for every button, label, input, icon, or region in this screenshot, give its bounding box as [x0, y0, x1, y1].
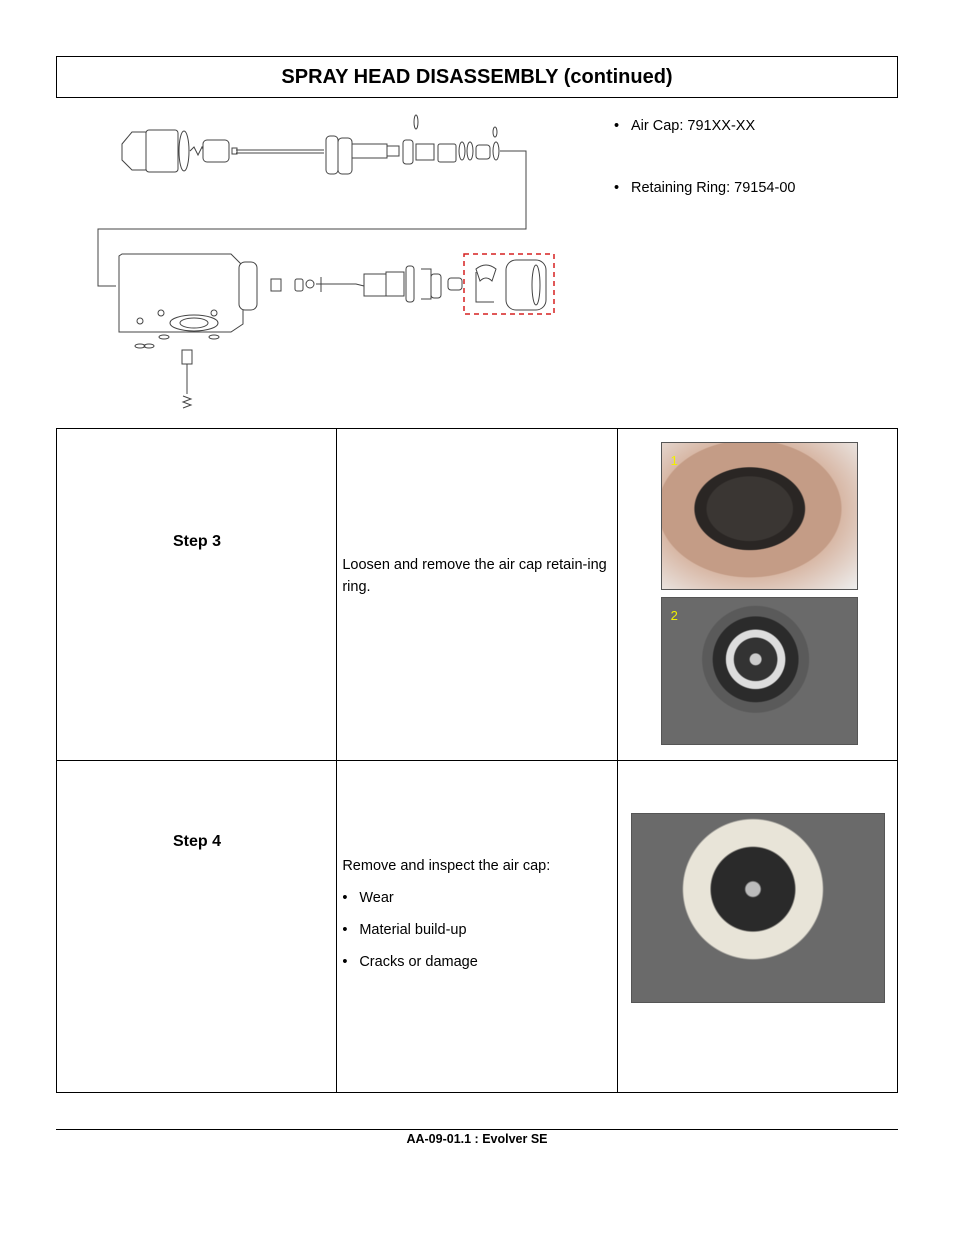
inspection-checklist: [342, 887, 610, 973]
photo-loosen-ring: [661, 442, 858, 590]
step-4-intro: Remove and inspect the air cap:: [342, 858, 551, 874]
check-item: • Cracks or damage: [342, 951, 610, 973]
check-item: • Wear: [342, 887, 610, 909]
photo-air-cap-removed: [631, 813, 885, 1003]
step-description-cell: [337, 429, 617, 761]
step-3-label: Step 3: [172, 533, 221, 550]
step-3-description: Loosen and remove the air cap retain-ing ring.: [342, 557, 607, 595]
step-label-cell: [57, 429, 337, 761]
part-label: Air Cap: 791XX-XX: [631, 118, 756, 134]
footer-doc-id: AA-09-01.1 : Evolver SE: [406, 1132, 548, 1146]
part-item-air-cap: [614, 118, 755, 134]
exploded-parts-diagram: [56, 104, 586, 414]
steps-table: [56, 428, 898, 1093]
highlighted-air-cap-and-ring: [464, 254, 554, 314]
step-4-label: Step 4: [172, 833, 221, 850]
step-4-description: [342, 855, 610, 983]
step-3-row: [57, 429, 898, 761]
check-item: • Material build-up: [342, 919, 610, 941]
step-photo-cell: [617, 429, 897, 761]
part-item-retaining-ring: [614, 180, 795, 196]
photo-number: 2: [670, 608, 678, 623]
step-description-cell: [337, 761, 617, 1093]
lower-assembly-drawing: [119, 254, 462, 408]
footer-divider: [56, 1129, 898, 1130]
page-title: SPRAY HEAD DISASSEMBLY (continued): [56, 56, 898, 98]
step-4-row: [57, 761, 898, 1093]
photo-ring-removed: [661, 597, 858, 745]
step-label-cell: [57, 761, 337, 1093]
step-photo-cell: [617, 761, 897, 1093]
part-label: Retaining Ring: 79154-00: [631, 180, 796, 196]
photo-number: 1: [670, 453, 678, 468]
